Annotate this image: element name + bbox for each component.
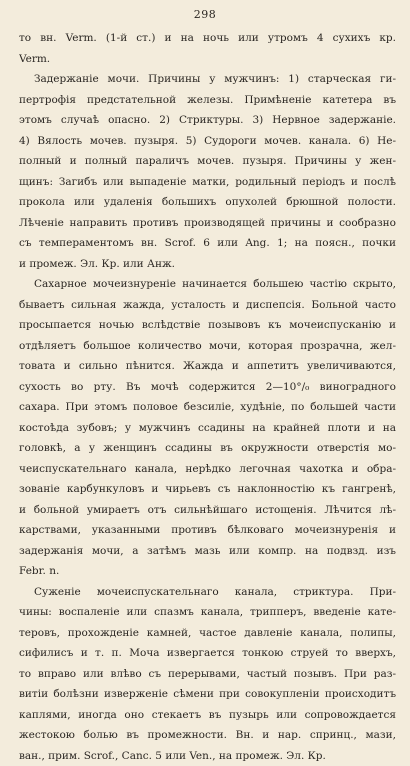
- text-line: Лѣченіе направить противъ производящей причины и сообразно: [19, 213, 396, 234]
- text-line: бываетъ сильная жажда, усталость и диспепсія. Больной часто: [19, 295, 396, 316]
- text-line: этомъ случаѣ опасно. 2) Стриктуры. 3) Нервное задержаніе.: [19, 110, 396, 131]
- text-line: задержанія мочи, а затѣмъ мазь или компр. на подвзд. изъ: [19, 541, 396, 562]
- text-line: зованіе карбункуловъ и чирьевъ съ наклонностію къ гангренѣ,: [19, 479, 396, 500]
- text-line: то вправо или влѣво съ перерывами, частый позывъ. При раз-: [19, 664, 396, 685]
- text-line: отдѣляетъ большое количество мочи, которая прозрачна, жел-: [19, 336, 396, 357]
- page-number: 298: [0, 8, 410, 21]
- text-line: головкѣ, а у женщинъ ссадины въ окружности отверстія мо-: [19, 438, 396, 459]
- text-line: просыпается ночью вслѣдствіе позывовъ къ мочеиспусканію и: [19, 315, 396, 336]
- text-line: и промеж. Эл. Кр. или Анж.: [19, 254, 396, 275]
- text-line: сахара. При этомъ половое безсиліе, худѣніе, по большей части: [19, 397, 396, 418]
- text-line: Сахарное мочеизнуреніе начинается большею частію скрыто,: [19, 274, 396, 295]
- text-line: пертрофія предстательной железы. Примѣненіе катетера въ: [19, 90, 396, 111]
- text-line: щинъ: Загибъ или выпаденіе матки, родильный періодъ и послѣ: [19, 172, 396, 193]
- text-line: чины: воспаленіе или спазмъ канала, трипперъ, введеніе кате-: [19, 602, 396, 623]
- text-line: полный и полный параличъ мочев. пузыря. Причины у жен-: [19, 151, 396, 172]
- text-line: и больной умираетъ отъ сильнѣйшаго истощенія. Лѣчится лѣ-: [19, 500, 396, 521]
- body-text: [19, 28, 396, 766]
- text-line: сифилисъ и т. п. Моча извергается тонкою струей то вверхъ,: [19, 643, 396, 664]
- text-line: жестокою болью въ промежности. Вн. и нар. спринц., мази,: [19, 725, 396, 746]
- text-line: карствами, указанными противъ бѣлковаго мочеизнуренія и: [19, 520, 396, 541]
- text-line: витіи болѣзни изверженіе сѣмени при совокупленіи происходитъ: [19, 684, 396, 705]
- text-line: костоѣда зубовъ; у мужчинъ ссадины на крайней плоти и на: [19, 418, 396, 439]
- text-line: прокола или удаленія большихъ опухолей брюшной полости.: [19, 192, 396, 213]
- text-line: Febr. n.: [19, 561, 396, 582]
- text-line: Суженіе мочеиспускательнаго канала, стриктура. При-: [19, 582, 396, 603]
- text-line: теровъ, прохожденіе камней, частое давленіе канала, полипы,: [19, 623, 396, 644]
- text-line: 4) Вялость мочев. пузыря. 5) Судороги мочев. канала. 6) Не-: [19, 131, 396, 152]
- text-line: сухость во рту. Въ мочѣ содержится 2—10°/₀ виноградного: [19, 377, 396, 398]
- text-line: Задержаніе мочи. Причины у мужчинъ: 1) старческая ги-: [19, 69, 396, 90]
- text-line: товата и сильно пѣнится. Жажда и аппетитъ увеличиваются,: [19, 356, 396, 377]
- text-line: то вн. Verm. (1-й ст.) и на ночь или утромъ 4 сухихъ кр.: [19, 28, 396, 49]
- text-line: ван., прим. Scrof., Canc. 5 или Ven., на промеж. Эл. Кр.: [19, 746, 396, 766]
- text-line: каплями, иногда оно стекаетъ въ пузырь или сопровождается: [19, 705, 396, 726]
- text-line: съ темпераментомъ вн. Scrof. 6 или Ang. 1; на поясн., почки: [19, 233, 396, 254]
- text-line: чеиспускательнаго канала, нерѣдко легочная чахотка и обра-: [19, 459, 396, 480]
- text-line: Verm.: [19, 49, 396, 70]
